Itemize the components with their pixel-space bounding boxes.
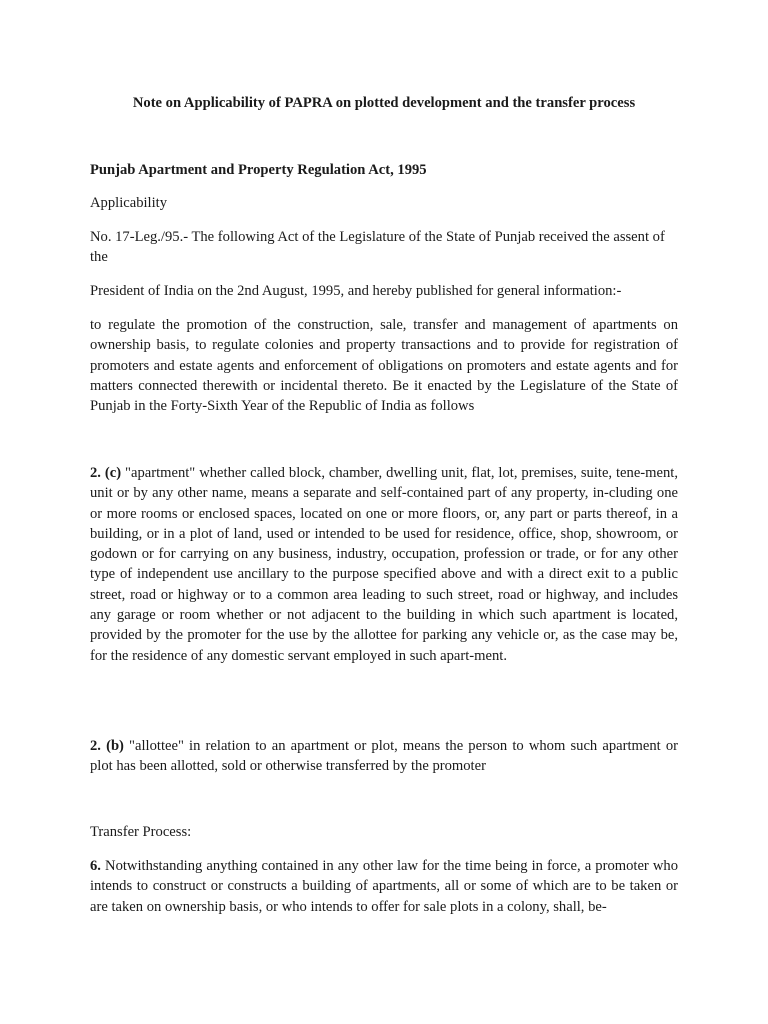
act-heading: Punjab Apartment and Property Regulation Act, 1995 — [90, 162, 427, 178]
preamble-paragraph: to regulate the promotion of the construction, sale, transfer and management of apartments on ownership basis, to regulate colonies and property transactions and to provide for registration of promoters and estate agents and enforcement of obligations on promoters and estate agents and for matters connected therewith or incidental thereto. Be it enacted by the Legislature of the State of Punjab in the Forty-Sixth Year of the Republic of India as follows — [90, 317, 678, 415]
applicability-heading: Applicability — [90, 195, 168, 211]
section-2c-text: "apartment" whether called block, chamber, dwelling unit, flat, lot, premises, suite, tene-ment, unit or by any other name, means a separate and self-contained part of any property, in-cluding one or more rooms or enclosed spaces, located on one or more floors, or, any part or parts thereof, in a building, or in a plot of land, used or intended to be used for residence, office, shop, showroom, or godown or for carrying on any business, industry, occupation, profession or trade, or for any other type of independent use ancillary to the purpose specified above and with a direct exit to a public street, road or highway or to a common area leading to such street, road or highway, and includes any garage or room whether or not adjacent to the building in which such apartment is located, provided by the promoter for the use by the allottee for parking any vehicle or, as the case may be, for the residence of any domestic servant employed in such apart-ment. — [90, 465, 678, 664]
section-2c-paragraph — [90, 463, 678, 666]
section-2b-paragraph — [90, 736, 678, 777]
section-2b-text: "allottee" in relation to an apartment or plot, means the person to whom such apartment or plot has been allotted, sold or otherwise transferred by the promoter — [90, 738, 678, 775]
section-2c-label: 2. (c) — [90, 465, 122, 481]
section-2b-label: 2. (b) — [90, 738, 124, 754]
transfer-process-heading: Transfer Process: — [90, 824, 192, 840]
notification-line-2: President of India on the 2nd August, 1995, and hereby published for general information:- — [90, 283, 622, 299]
section-6-label: 6. — [90, 858, 101, 874]
section-6-text: Notwithstanding anything contained in any other law for the time being in force, a promoter who intends to construct or constructs a building of apartments, all or some of which are to be taken or are taken on ownership basis, or who intends to offer for sale plots in a colony, shall, be- — [90, 858, 678, 915]
notification-line-1: No. 17-Leg./95.- The following Act of the Legislature of the State of Punjab received the assent of the — [90, 229, 665, 265]
document-title: Note on Applicability of PAPRA on plotted development and the transfer process — [132, 95, 636, 111]
section-6-paragraph — [90, 856, 678, 917]
